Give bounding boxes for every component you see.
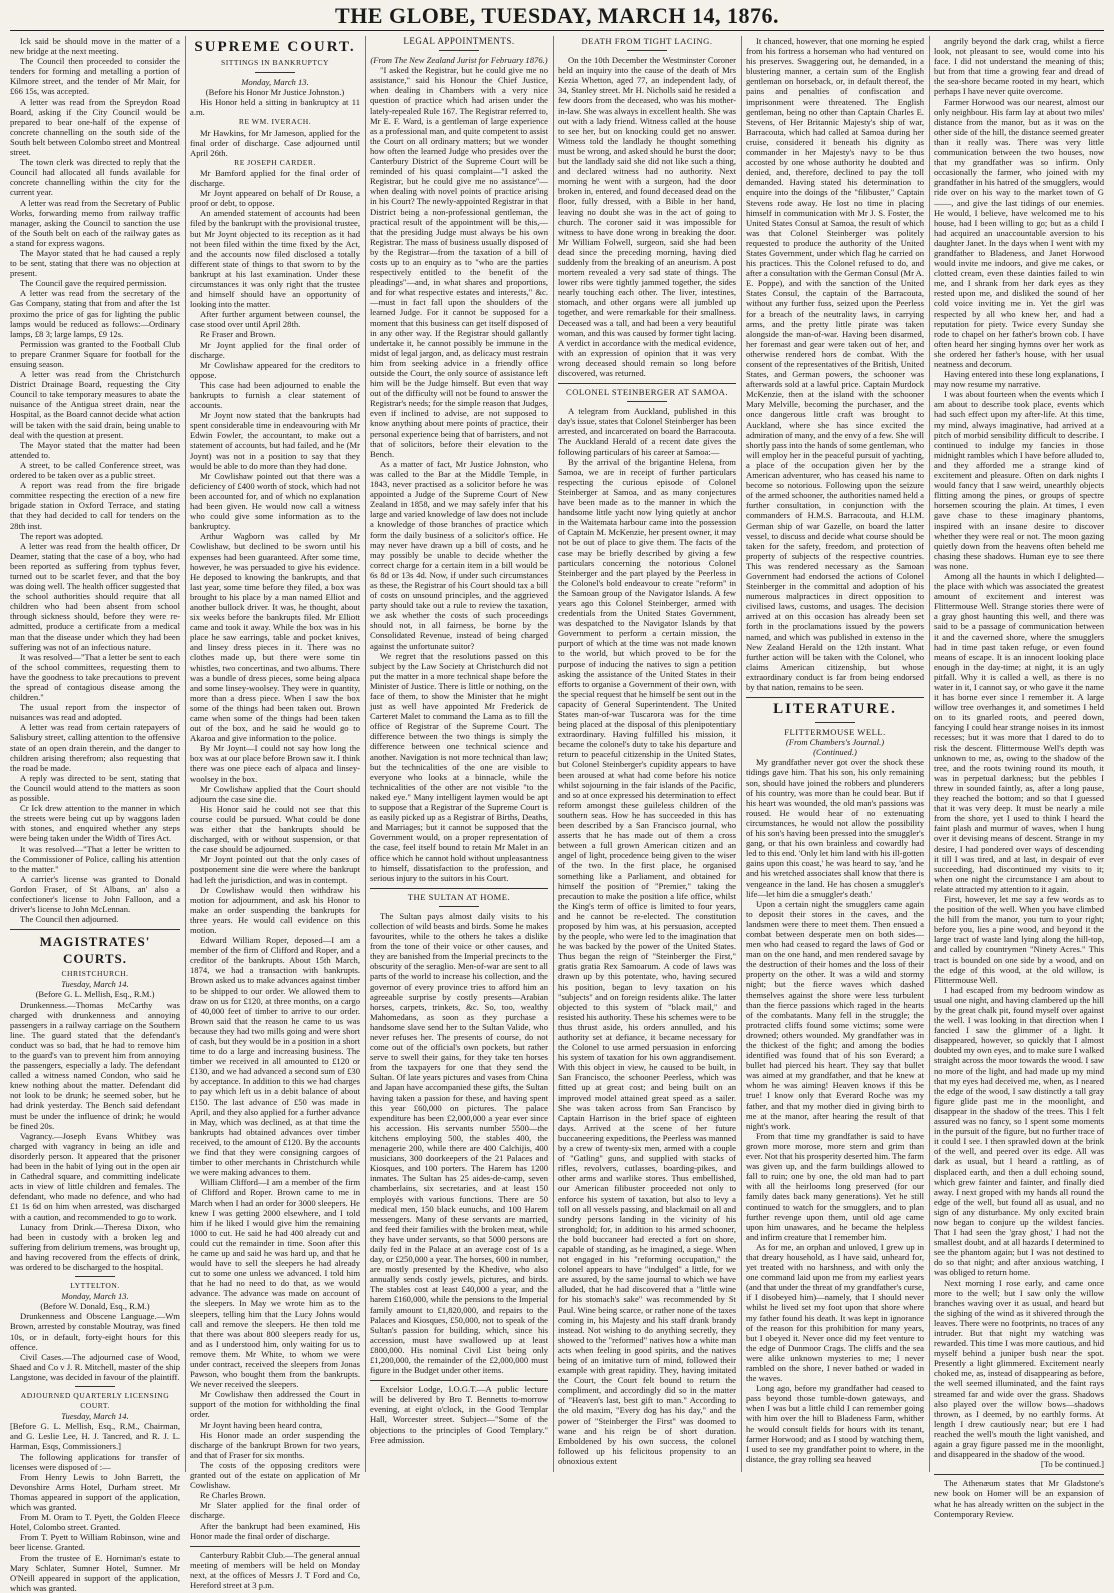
story-paragraph: Farmer Horwood was our nearest, almost our only neighbour. His farm lay at about two miles' distance from the manor, but as it was on the other side of the hill, the distance seemed greater than it really was. There was very little communication between the two houses, now that my grandfather was so infirm. Only occasionally the farmer, who joined with my grandfather in his hatred of the smugglers, would ride over on his way to the market town of G——, and give the last tidings of our enemies. He would, I believe, have welcomed me to his house, had I been willing to go; but as a child I had acquired an unaccountable aversion to his daughter Janet. In the days when I went with my grandfather to Bladeness, and Janet Horwood would invite me indoors, and give me cakes, or clotted cream, even these dainties failed to win me, and I shrank from her dark eyes as they rested upon me, and disliked the sound of her cold voice inviting me in. Yet the girl was respected by all who knew her, and had a reputation for piety. Twice every Sunday she rode to chapel on her father's brown cob. I have often heard her singing hymns over her work as she ordered her father's house, with her usual neatness and decorum.: [934, 96, 1104, 369]
council-paragraph: A letter was read from the Christchurch District Drainage Board, requesting the City Council to take temporary measures to abate the nuisance of the Antigua street drain, near the Hospital, as the Board cannot decide what action will be taken with the said drain, being unable to deal with the question at present.: [10, 369, 180, 440]
lyttelton-cases: [10, 1311, 180, 1382]
legal-appointments-text: [370, 65, 548, 883]
case-paragraph: Drunkenness.—Thomas McCarthy was charged with drunkenness and annoying passengers in a railway carriage on the Southern line. The guard stated that the defendant's conduct was so bad, that he had to remove him to the guard's van to prevent him from annoying the passengers, especially a lady. The defendant called a witness named Condon, who said he knew nothing about the matter. Defendant did not look to be drunk; he seemed sober, but he had drink yesterday. The Bench said defendant must be under the influence of drink; he would be fined 20s.: [10, 999, 180, 1131]
steinberger-heading: COLONEL STEINBERGER AT SAMOA.: [565, 387, 729, 398]
proceedings-paragraph: Mr Joynt having been heard contra,: [200, 1419, 323, 1430]
proceedings-paragraph: William Clifford—I am a member of the firm of Clifford and Roper. Brown came to me in March when I had an order for 3000 sleepers. He knew I was getting 2000 elsewhere, and I told him if he liked I would give him the remaining 1000 to cut. He said he had 400 already cut and could cut the remainder in time. Soon after this he came up and said he was hard up, and that he would have to sell the sleepers he had already cut to some one unless we advanced. I told him that he had no need to do that, as we would advance. The advance was made on account of the sleepers. In May we wrote him as to the sleepers, telling him that the Lucy Johns would call and remove the sleepers. He then told me that there was about 800 sleepers ready for us, and as I understood him, only waiting for us to remove them. Mr White, to whom we were under contract, received the sleepers from Jonas Pawson, who bought them from the bankrupts. We never received the sleepers.: [190, 1177, 360, 1390]
divider: [746, 697, 924, 698]
rabbit-club-notice: Canterbury Rabbit Club.—The general annual meeting of members will be held on Monday next, at the offices of Messrs J. T Ford and Co, Hereford street at 3 p.m.: [190, 1549, 360, 1590]
council-paragraph: A reply was directed to be sent, stating that the Council would attend to the matters as soon as possible.: [10, 772, 180, 804]
lyttelton-heading: LYTTELTON.: [70, 1281, 120, 1291]
story-paragraph: As for me, an orphan and unloved, I grew up in that dreary household, as I have said, unheard for, yet treated with no harshness, and with only the one command laid upon me from my earliest years (and that under the threat of my grandfather's curse, if I disobeyed him)—namely, that I should never whilst he lived set my foot upon that shore where my father found his death. It was kept in ignorance of the reason for this prohibition for many years, but I obeyed it. Never once did my feet venture to the edge of Dunmoor Crags. The cliffs and the sea were alike unknown mysteries to me; I never rambled on the shore, I never bathed or waded in the waves.: [746, 1241, 924, 1384]
to-be-continued: [To be continued.]: [1040, 1459, 1104, 1470]
council-paragraph: The usual report from the inspector of nuisances was read and adopted.: [10, 702, 180, 723]
story-paragraph: My grandfather never got over the shock these tidings gave him. That his son, his only remaining son, should have joined the robbers and plunderers of his country, was more than he could bear. But if his heart was wounded, the old man's passions was roused. He would hear of no extenuating circumstances, he would not allow the possibility of his son's having been pressed into the smuggler's gang, or that his own brainless and cowardly had led to this end. 'Only let him land with his ill-gotten gains upon this coast,' he was heard to say, 'and he and his wretched associates shall know that there is vengeance in the land. He has chosen a smuggler's life—let him die a smuggler's death.': [746, 757, 924, 899]
case-paragraph: Civil Cases.—The adjourned case of Wood, Shaed and Co v J. R. Mitchell, master of the ship Langstone, was decided in favour of the plaintiff.: [10, 1351, 180, 1382]
sultan-text: [370, 911, 548, 1375]
divider: [627, 50, 667, 51]
proceedings-paragraph: His Honor said he could not see that this course could be pursued. What could be done was either that the bankrupts should be discharged, with or without suspension, or that the case should be adjourned.: [190, 803, 360, 855]
column-divider: [185, 36, 186, 1472]
inquest-paragraph: On the 10th December the Westminster Coroner held an inquiry into the cause of the death of Mrs Kezia Whetton, aged 77, an independent lady, of 34, Stanley street. Mr H. Nicholls said he resided a few doors from the deceased, who was his mother-in-law. She was always in excellent health. She was out with a lady friend. Witness called at the house to see her, but on knocking could get no answer. Witness told the landlady he thought something must be wrong, and asked should he burst the door; but the landlady said she did not like such a thing, and declared witness had no authority. Next morning he went with a surgeon, had the door broken in, entered, and found deceased dead on the floor, fully dressed, with a Bible in her hand, leaving no doubt she was in the act of going to church. The coroner said it was impossible for witness to have done wrong in breaking the door. Mr William Folwell, surgeon, said she had been dead since the preceding morning, having died suddenly from the breaking of an aneurism. A post mortem revealed a very sad state of things. The lower ribs were tightly jammed together, the sides nearly touching each other. The liver, intestines, stomach, and other organs were all jumbled up together, and were remarkable for their smallness. Deceased was a tall, and had been a very beautiful woman, and this was caused by former tight lacing. A verdict in accordance with the medical evidence, with an expression of opinion that it was very wrong deceased should remain so long before discovered, was returned.: [558, 55, 736, 378]
divider: [75, 1276, 115, 1277]
christchurch-heading: CHRISTCHURCH.: [61, 969, 129, 979]
proceedings-paragraph: His Honor made an order suspending the discharge of the bankrupt Brown for two years, and that of Fraser for six months.: [190, 1429, 360, 1460]
steinberger-paragraph: By the arrival of the brigantine Helena, from Samoa, we are in receipt of further particulars respecting the curious episode of Colonel Steinberger at Samoa, and as many conjectures have been made as to the manner in which the handsome little yacht now lying quietly at anchor in the Waitemata harbour came into the possession of Captain M. McKenzie, her present owner, it may not be out of place to give them. The facts of the case may be briefly described by giving a few particulars concerning the notorious Colonel Steinberger and the part played by the Peerless in the Colonel's bold endeavour to create "reform" in the Samoan group of the Navigator Islands. A few years ago this Colonel Steinberger, armed with credentials from the United States Government, was despatched to the Navigator Islands by that Government to perform a certain mission, the purport of which at the time was not made known to the world, but which proved to be for the purpose of inducing the natives to sign a petition asking the assistance of the United States in their efforts to organise a Government of their own, with the special request that he himself be sent out in the capacity of General Superintendent. The United States man-of-war Tuscarora was for the time being placed at the disposal of this plenipotentiary extraordinary. Having fulfilled his mission, it became the colonel's duty to take his departure and return to peaceful citizenship in the United States, but Colonel Steinberger's cupidity appears to have been aroused at what had come before his notice whilst sojourning in the fair islands of the Pacific, and so at once expressed his determination to effect reform amongst these guileless children of the southern seas. How he has succeeded in this has been described by a San Francisco journal, who asserts that he has made out of them a cross between a full grown American citizen and an angel of light, procedence being given to the wiser of the two. In the first place, he organised something like a Parliament, and obtained for himself the position of "Premier," taking the precaution to make the position a life office, whilst the King's term of office is limited to four years, and he cannot be re-elected. The constitution proposed by him was, at his persuasion, accepted by the people, who were led to the imagination that he was backed by the power of the United States. Thus began the reign of "Steinberger the First," gratis gratia Rex Samoarum. A code of laws was drawn up by this potentate, who, having secured his position, began to levy taxation on his "subjects" and on foreign residents alike. The latter objected to this system of "black mail," and resisted his authority. These his schemes were to be thus thrust aside, his orders annulled, and his authority set at defiance, it became necessary for the Colonel to use armed persuasion in enforcing his system of taxation for his own aggrandisement. With this object in view, he caused to be built, in San Francisco, the schooner Peerless, which was fitted up at great cost; and being built on an improved model attained great speed as a sailer. She was taken across from San Francisco by Captain Harrison in the brief space of eighteen days. Arrived at the scene of her future buccaneering expeditions, the Peerless was manned by a crew of twenty-six men, armed with a couple of "Gatling" guns, and supplied with stacks of rifles, revolvers, cutlasses, boarding-pikes, and other arms and warlike stores. Thus embellished, our American filibuster proceeded not only to enforce his system of taxation, but also to levy a toll on all vessels passing, and blackmail on all and sundry persons landing in the vicinity of his stronghold; for, in addition to his armed schooner, the bold buccaneer had erected a fort on shore, capable of standing, as he imagined, a siege. When not engaged in his "reforming occupation," the colonel appears to have "indulged" a little, for we are assured, by the same journal to which we have alluded, that he had discovered that a "little wine for his stomach's sake" was recommended by St Paul. Wine being scarce, or rather none of the taxes coming in, his Majesty and his staff drank brandy instead. Not wishing to do anything secretly, they showed to the "reformed" natives how a white man acts when feeling in good spirits, and the natives being of an imitative turn of mind, followed their example with great rapidity. They, having imitated the Court, the Court felt bound to return the compliment, and accordingly did so in the matter of "Heaven's last, best gift to man." According to the old maxim, "Every dog has his day," and the power of "Steinberger the First" was doomed to wane and his reign be of short duration. Emboldened by his own success, the colonel followed up his felicitous propensity to an obnoxious extent: [558, 456, 736, 1466]
column-6: [934, 36, 1104, 1519]
column-divider: [741, 36, 742, 1472]
council-paragraph: The Council then proceeded to consider the tenders for forming and metalling a portion of Kilmore street, and the tender of Mr Mair, for £66 15s, was accepted.: [10, 56, 180, 97]
story-paragraph: First, however, let me say a few words as to the position of the well. When you have climbed the hill from the manor, you turn to your right; before you, lies a pine wood, and beyond it the large tract of waste land lying along the hill-top, and called by countrymen "Ninety Acres." This tract is bounded on one side by a wood, and on the edge of this wood, at the old willow, is Flittermouse Well.: [934, 893, 1104, 985]
christchurch-cases: [10, 1000, 180, 1273]
divider: [10, 929, 180, 930]
divider: [190, 1546, 360, 1547]
story-source: (From Chambers's Journal.): [785, 737, 885, 748]
council-paragraph: A letter was read from the health officer, Dr Deamer, stating that the case of a boy, who had been reported as suffering from typhus fever, turned out to be scarlet fever, and that the boy was doing well. The health officer suggested that the school authorities should require that all children who had been absent from school through sickness should, before they were re-admitted, produce a certificate from a medical man that the disease under which they had been suffering was not of an infectious nature.: [10, 540, 180, 652]
council-paragraph: The town clerk was directed to reply that the Council had allocated all funds available for concrete channelling within the city for the current year.: [10, 157, 180, 198]
court-date: Monday, March 13.: [241, 77, 309, 88]
case-paragraph: Vagrancy.—Joseph Evans Whitbey was charged with vagrancy in being an idle and disorderly person. It appeared that the prisoner had been in the habit of lying out in the open air in Cathedral square, and committing indelicate acts in view of little children and females. The defendant, who made no defence, and who had £1 1s 6d on him when arrested, was discharged with a caution, and recommended to go to work.: [10, 1130, 180, 1222]
tight-lacing-heading: DEATH FROM TIGHT LACING.: [581, 36, 713, 46]
case-heading: RE WM. IVERACH.: [238, 117, 312, 127]
council-paragraph: Ick said be should move in the matter of a new bridge at the next meeting.: [10, 36, 180, 57]
newspaper-title: THE GLOBE, TUESDAY, MARCH 14, 1876.: [335, 3, 779, 28]
council-paragraph: The Mayor stated that the matter had been attended to.: [10, 439, 180, 460]
council-paragraph: A report was read from the fire brigade committee respecting the erection of a new fire brigade station in Oxford Terrace, and stating that they had decided to call for tenders on the 28th inst.: [10, 480, 180, 531]
proceedings-paragraph: Mr Slater applied for the final order of discharge.: [190, 1500, 360, 1521]
column-5: [746, 36, 924, 1472]
proceedings-paragraph: Mr Cowlishaw appeared for the creditors to oppose.: [190, 359, 360, 380]
story-paragraph: I was about fourteen when the events which I am about to describe took place, events which had such effect upon my after-life. At this time, my mind, always imaginative, had arrived at a pitch of morbid sensibility difficult to describe. I continued to indulge my fancies in those midnight rambles which I have before alluded to, and they afforded me a strange kind of excitement and pleasure. Often on dark nights I would fancy that I saw weird, unearthly objects flitting among the pines, or groups of spectre horsemen scouring the plain. At times, I even gave chase to these imaginary phantoms, inspired with an insane desire to discover whether they were real or not. The moon gazing quietly down from the heavens often beheld me chasing these shadows. Human eye to see there was none.: [934, 389, 1104, 571]
council-paragraph: A letter was read from certain ratepayers of Salisbury street, calling attention to the offensive state of an open drain therein, and the danger to children arising therefrom; also requesting that the road be made.: [10, 722, 180, 773]
case-paragraph: Lunacy from Drink.—Theresa Dixon, who had been in custody with a broken leg and suffering from delirium tremens, was brought up, and having recovered from the effects of drink, was ordered to be discharged to the hospital.: [10, 1221, 180, 1272]
council-paragraph: The Council gave the required permission.: [20, 278, 167, 289]
literature-heading: LITERATURE.: [773, 701, 897, 718]
divider: [934, 1474, 1104, 1475]
proceedings-paragraph: Mr Cowlishaw then addressed the Court in support of the motion for withholding the final order.: [190, 1389, 360, 1420]
christchurch-date: Tuesday, March 14.: [61, 979, 129, 990]
license-paragraph: From Henry Lewis to John Barrett, the Devonshire Arms Hotel, Durham street. Mr Thomas appeared in support of the application, which was granted.: [10, 1471, 180, 1513]
steinberger-paragraph: It chanced, however, that one morning he espied from his fortress a horseman who had ventured on his preserves. Swaggering out, he demanded, in a blustering manner, a certain sum of the English gentleman on horseback, or, in default thereof, the pains and penalties of confiscation and imprisonment were threatened. The English gentleman, being no other than Captain Charles E. Stevens, of Her Britannic Majesty's ship of war, Barracouta, which had called at Samoa during her cruise, considered it beneath his dignity as commander in her Majesty's navy to be thus accosted by one whose authority he doubted and denied, and, therefore, declined to pay the toll demanded. Having stated his determination to enquire into the doings of the "filibuster," Captain Stevens rode away. He lost no time in placing himself in communication with Mr J. S. Foster, the United States Consul at Samoa, the result of which was that Colonel Steinberger was politely requested to produce the authority of the United States Government, under which flag he carried on his practices. This the Colonel refused to do, and after a consultation with the German Consul (Mr A. E. Poppe), and with the sanction of the United States Consul, the captain of the Barracouta, without any further fuss, seized upon the Peerless for a breach of the neutrality laws, in carrying arms, and the pretty little pirate was taken alongside the man-of-war. Having been disarmed, her foremast and gear were taken out of her, and otherwise rendered hors de combat. With the consent of the representatives of the British, United States, and German powers, the schooner was afterwards sold at a lawful price. Captain Murdock McKenzie, then at the island with the schooner Mary Melville, becoming the purchaser, and the once dangerous little craft was brought to Auckland, where she has since excited the admiration of many, and the envy of a few. She will shortly pass into the hands of some gentleman, who will employ her in the peaceful pursuit of yachting, a place of the occupation given her by the American adventurer, who has ceased his name to become so notorious. Following upon the seizure of the armed schooner, the authorities named held a further consultation, in conjunction with the commanders of H.M.S. Barracouta, and H.I.M. German ship of war Gazelle, on board the latter vessel, to discuss and decide what course should be taken for the safety, freedom, and protection of property of subjects of the respective countries. This was rendered necessary as the Samoan Government had endorsed the actions of Colonel Steinberger in the committal and adoption of his numerous malpractices in direct opposition to civilised laws, customs, and usages. The decision arrived at on this occasion has already been set forth in the proclamations issued by the powers named, and which was published in extenso in the New Zealand Herald on the 12th instant. What further action will be taken with the Colonel, who claims American citizenship, but whose extraordinary conduct is far from being endorsed by that nation, remains to be seen.: [746, 36, 924, 692]
story-paragraph: Long ago, before my grandfather had ceased to pass beyond those tumble-down gateways, and when I was but a little child I can remember going with him over the hill to Bladeness Farm, whither he would consult fields for hours with its tenant, farmer Horwood; and as I stood by watching them, I used to see my grandfather point to where, in the distance, the gray rolling sea heaved: [746, 1383, 924, 1464]
tight-lacing-text: [558, 55, 736, 378]
license-paragraph: From T. Pyett to William Robinson, wine and beer license. Granted.: [10, 1532, 180, 1553]
story-paragraph: angrily beyond the dark crag, whilst a fierce look, not pleasant to see, would come into his face. I did not understand the meaning of this; but from that time a growing fear and dread of the sea-shore became rooted in my heart, which perhaps I have never quite overcome.: [934, 36, 1104, 97]
council-paragraph: The Council then adjourned.: [20, 914, 119, 925]
licensing-heading: ADJOURNED QUARTERLY LICENSING COURT.: [20, 1391, 170, 1411]
story-paragraph: Having entered into these long explanations, I may now resume my narrative.: [934, 369, 1104, 390]
council-paragraph: The report was adopted.: [20, 530, 104, 541]
council-paragraph: A letter was read from the Spreydon Road Board, asking if the City Council would be prepared to bear one-half of the expense of concrete channelling on the south side of the South belt between Colombo street and Montreal street.: [10, 96, 180, 158]
athenaeum-note: The Athenæum states that Mr Gladstone's new book on Homer will be an expansion of what he has already written on the subject in the Contemporary Review.: [934, 1478, 1104, 1519]
legal-paragraph: We regret that the resolutions passed on this subject by the Law Society at Christchurch did not put the matter in a more technical shape before the Minister of Justice. There is little or nothing, on the face of them, to show the Minister that he might just as well have appointed Mr Frederick de Carteret Malet to command the Lama as to fill the office of Registrar of the Supreme Court. The difference between the two things is simply the difference between one technical science and another. Navigation is not more technical than law; but the technicalities of the one are visible to everyone who looks at a binnacle, while the technicalities of the other are not visible "to the naked eye." Many intelligent laymen would be apt to suppose that a Registrar of the Supreme Court is as easily picked up as a Registrar of Births, Deaths, and Marriages; but it cannot be supposed that the Government would, on a proper representation of the case, feel itself bound to retain Mr Malet in an office which he cannot hold without unpleasantness to himself, dissatisfaction to the profession, and serious injury to the suitors in his Court.: [370, 650, 548, 883]
proceedings-paragraph: This case had been adjourned to enable the bankrupts to furnish a clear statement of accounts.: [190, 379, 360, 411]
steinberger-paragraph: A telegram from Auckland, published in this day's issue, states that Colonel Steinberger has been arrested, and incarcerated on board the Barracouta. The Auckland Herald of a recent date gives the following particulars of his career at Samoa:—: [558, 406, 737, 457]
column-4: [558, 36, 736, 1472]
court-intro: His Honor held a sitting in bankruptcy at 11 a.m.: [190, 97, 360, 118]
licensing-cases: [10, 1452, 180, 1593]
supreme-court-heading: SUPREME COURT.: [194, 39, 356, 55]
sultan-paragraph: The Sultan pays almost daily visits to his collection of wild beasts and birds. Some he makes favourites, while to the others he takes a dislike from the tone of their voice or other causes, and they are banished from the Imperial precincts to the obscurity of the seraglio. Men-of-war are sent to all parts of the world to increase his collection, and the governor of every province tries to afford him an agreeable surprise by costly presents—Arabian horses, carpets, trinkets, &c. So, too, wealthy Mahomedans, as soon as they purchase a handsome slave send her to the Sultan Valide, who never refuses her. The presents of course, do not come out of the official's own pockets, but rather serve to swell their gains, for they take ten horses from the taxpayers for one that they send the Sultan. Of late years pictures and vases from China and Japan have accompanied these gifts, the Sultan having taken a passion for these, and having spent this year £60,000 on pictures. The palace expenditure has been £2,000,000 a year ever since his accession. His servants number 5500—the kitchens employing 500, the stables 400, the menagerie 200, while there are 400 Calchijis, 400 musicians, 300 doorkeepers of the 21 Palaces and Kiosques, and 100 porters. The Harem has 1200 inmates. The Sultan has 25 aides-de-camp, seven chamberlains, six secretaries, and at least 150 employés with various functions. There are 50 medical men, 150 black eunuchs, and 100 Harem messengers. Many of these servants are married, and feed their families with the broken meat, while they have under servants, so that 5000 persons are daily fed in the Palace at an average cost of 1s a day, or £250,000 a year. The horses, 600 in number, are mostly presented by the Khedive, who also annually sends costly jewels, pictures, and birds. The stables cost at least £40,000 a year, and the harem £160,000, while the pensions to the Imperial family amount to £1,820,000, and repairs to the Palaces and Kiosques, £50,000, not to speak of the Sultan's passion for building, which, since his accession, must have swallowed up at least £800,000. His nominal Civil List being only £1,200,000, the remainder of the £2,000,000 must figure in the Budget under other items.: [370, 910, 548, 1376]
proceedings-paragraph: Mr Cowlishaw applied that the Court should adjourn the case sine die.: [190, 783, 360, 804]
licensing-bench: [Before G. L. Mellish, Esq., R.M., Chairman, and G. Leslie Lee, H. J. Tancred, and R. J. L. Harman, Esqs, Commissioners.]: [10, 1421, 180, 1452]
legal-paragraph: As a matter of fact, Mr Justice Johnston, who was called to the Bar at the Middle Temple, in 1843, never practised as a solicitor before he was appointed a Judge of the Supreme Court of New Zealand in 1858, and we may safely infer that his large and varied knowledge of law does not include a knowledge of those branches of practice which form the daily business of a solicitor's office. He may never have drawn up a bill of costs, and he may possibly be unable to decide whether the correct charge for a certain item in a bill would be 6s 8d or 13s 4d. Now, if under such circumstances as these, the Registrar of his Court should tax a bill of costs on unsound principles, and the aggrieved party should take out a rule to review the taxation, we ask whether the costs of such proceedings should not, in all fairness, be borne by the Consolidated Revenue, instead of being charged against the unfortunate suitor?: [370, 458, 548, 651]
council-paragraph: The Mayor stated that he had caused a reply to be sent, stating that there was no objection at present.: [10, 247, 180, 279]
proceedings-paragraph: Mr Joynt now stated that the bankrupts had spent considerable time in endeavouring with Mr Edwin Fowler, the accountant, to make out a statement of accounts, but had failed, and he (Mr Joynt) was not in a position to say that they would be able to do more than they had done.: [190, 410, 360, 471]
court-proceedings: [190, 168, 360, 1541]
council-report: [10, 36, 180, 924]
divider: [370, 888, 548, 889]
steinberger-continued: [746, 36, 924, 692]
masthead-rule: [10, 30, 1104, 31]
proceedings-paragraph: Mr Bamford applied for the final order of discharge.: [190, 167, 360, 189]
proceedings-paragraph: Mr Joynt applied for the final order of discharge.: [190, 339, 360, 360]
license-paragraph: From the trustee of E. Horniman's estate to Mary Schlater, Sumner Hotel, Sumner. Mr O'Neill appeared in support of the application, which was granted.: [10, 1552, 180, 1593]
christchurch-bench: (Before G. L. Mellish, Esq., R.M.): [35, 989, 155, 1000]
divider: [255, 72, 295, 73]
proceedings-paragraph: Mr Cowlishaw pointed out that there was a deficiency of £400 worth of stock, which had not been accounted for, and of which no explanation had been given. He would now call a witness who could give some information as to the bankruptcy.: [190, 470, 360, 532]
bankruptcy-subheading: SITTINGS IN BANKRUPTCY: [220, 58, 330, 67]
story-paragraph: I had escaped from my bedroom window as usual one night, and having clambered up the hill by the great chalk pit, found myself over against the well. I was looking in that direction when I fancied I saw the glimmer of a light. It disappeared, however, so quickly that I almost doubted my own eyes, and to make sure I walked straight across the moor towards the wood. I saw no more of the light, and had made up my mind that my eyes had deceived me, when, as I neared the edge of the wood, I saw distinctly a tall gray figure glide past me in the moonlight, and disappear in the shadow of the trees. This I felt assured was no fancy, so I spent some moments in the pursuit of the figure, but no further trace of it could I see. I then sprawled down at the brink of the well, and peered over its edge. All was dark as usual, but I heard a rattling, as of displaced earth, and then a dull echoing sound, which grew fainter and fainter, and finally died away. I next groped with my hands all round the edge of the well, but found all as usual, and no sign of any disturbance. My only excited brain now began to conjure up the wildest fancies. That I had seen the 'gray ghost,' I had not the smallest doubt, and at all hazards I determined to see the phantom again; but I was not destined to do so that night; and after anxious watching, I was obliged to return home.: [934, 984, 1104, 1278]
proceedings-paragraph: The costs of the opposing creditors were granted out of the estate on application of Mr Cowlishaw.: [190, 1459, 360, 1491]
case-text: Mr Hawkins, for Mr Jameson, applied for the final order of discharge. Case adjourned until April 26th.: [190, 127, 360, 158]
council-paragraph: It was resolved—"That a letter be written to the Commissioner of Police, calling his attention to the matter.": [10, 843, 180, 874]
column-1: [10, 36, 180, 1593]
story-title: FLITTERMOUSE WELL.: [784, 727, 886, 738]
divider: [439, 50, 479, 51]
case-heading: RE JOSEPH CARDER.: [234, 157, 316, 167]
proceedings-paragraph: Re Charles Brown.: [200, 1490, 266, 1501]
council-paragraph: It was resolved—"That a letter be sent to each of the school committees, requesting them to have the goodness to take precautions to prevent the spread of contagious disease among the children.": [10, 651, 180, 703]
case-paragraph: Drunkenness and Obscene Language.—Wm Brown, arrested by constable Moutray, was fined 10s, or in default, forty-eight hours for this offence.: [10, 1311, 180, 1352]
story-text-continued: [934, 36, 1104, 1459]
legal-appointments-heading: LEGAL APPOINTMENTS.: [403, 36, 515, 46]
proceedings-paragraph: Re Fraser and Brown.: [200, 329, 276, 340]
story-text: [746, 757, 924, 1464]
proceedings-paragraph: Arthur Wagborn was called by Mr Cowlishaw, but declined to be sworn until his expenses had been guaranteed. After some time, however, he was persuaded to give his evidence. He deposed to knowing the bankrupts, and that last year, some time before they filed, a box was brought to his place by a man named Elliot and another bullock driver. It was, he thought, about six weeks before the bankrupts filed. Mr Elliott came and took it away. While the box was in his place he saw earrings, table and pocket knives, and linsey dress pieces in it. There was no clothes made up, but there were some tin whistles, two concertinas, and two albums. There was a bundle of dress pieces, some being alpaca and some linsey-woolsey. They were in quantity, more than a dress piece. When I saw the box some of the things had been taken out. Brown came when some of the things had been taken out of the box, and he said he would go to Akaroa and give information to the police.: [190, 531, 360, 744]
court-bench: (Before his Honor Mr Justice Johnston.): [205, 87, 345, 98]
divider: [75, 1386, 115, 1387]
story-paragraph: From that time my grandfather is said to have grown more morose, more stern and grim than ever. Not that his prosperity deserted him. The farm was given up, and the farm buildings allowed to fall to ruin; one by one, the old man had to part with all the heirlooms long preserved (for our family dates back many generations). Yet he still continued to watch for the smugglers, and to plan further revenge upon them, until old age came upon him unawares, and he became the helpless and infirm creature that I remember him.: [746, 1130, 924, 1242]
divider: [558, 383, 736, 384]
license-paragraph: The following applications for transfer of licenses were disposed of :—: [10, 1451, 180, 1472]
column-3: [370, 36, 548, 1472]
lodge-notice: Excelsior Lodge, I.O.G.T.—A public lecture will be delivered by Bro T. Bennetts to-morrow evening, at eight o'clock, in the Good Templar Hall, Worcester street. Subject—"Some of the objections to the principles of Good Templary." Free admission.: [370, 1384, 548, 1445]
council-paragraph: A letter was read from the Secretary of Public Works, forwarding memo from railway traffic manager, asking the Council to sanction the use of the South belt on each of the railway gates as a stand for express wagons.: [10, 197, 180, 248]
license-paragraph: From M. Oram to T. Pyett, the Golden Fleece Hotel, Colombo street. Granted.: [10, 1512, 180, 1533]
proceedings-paragraph: An amended statement of accounts had been filed by the bankrupt with the provisional trustee, but Mr Joynt objected to its reception as it had not been filed within the time fixed by the Act, and the accounts now filed disclosed a totally different state of things to that sworn to by the bankrupt at his last examination. Under these circumstances it was only right that the trustee and himself should have an opportunity of looking into the matter.: [190, 208, 360, 310]
column-divider: [929, 36, 930, 1472]
proceedings-paragraph: After further argument between counsel, the case stood over until April 28th.: [190, 309, 360, 330]
proceedings-paragraph: After the bankrupt had been examined, His Honor made the final order of discharge.: [190, 1520, 360, 1541]
lyttelton-bench: (Before W. Donald, Esq., R.M.): [40, 1301, 150, 1312]
divider: [439, 906, 479, 907]
story-continued: (Continued.): [813, 747, 857, 758]
proceedings-paragraph: Edward William Roper, deposed—I am a member of the firm of Clifford and Roper, and a creditor of the bankrupts. About 15th March, 1874, we had a transaction with bankrupts. Brown asked us to make advances against timber to be shipped to our order. We allowed them to draw on us for £120, at three months, on a cargo of 40,000 feet of timber to arrive to our order. Brown said that the reason he came to us was because they had two mills going and were short of cash, but they would be in a position in a short time to do a large and increasing business. The timber we received in all amounted to £120 or £130, and we had advanced a second sum of £30 by acceptance. In addition to this we had charges to pay which left us in a debit balance of about £150. The last advance of £50 was made in April, and they also applied for a further advance in May, which was declined, as at that time the bankrupts had obtained advances over timber received, to the amount of £120. By the accounts we find that they were consigning cargoes of timber to other merchants in Christchurch while we were making advances to them.: [190, 935, 360, 1178]
legal-source: (From The New Zealand Jurist for February 1876.): [370, 55, 548, 66]
divider: [627, 401, 667, 402]
sultan-heading: THE SULTAN AT HOME.: [407, 891, 511, 902]
story-paragraph: Among all the haunts in which I delighted—the place with which was associated the greatest amount of excitement and interest was Flittermouse Well. Strange stories there were of a gray ghost haunting this well, and there was said to be a passage of communication between it and the caverned shore, where the smugglers had in time past taken refuge, or even found means of escape. It is an innocent looking place enough in the day-time; at night, it is an ugly pitfall. Why it is called a well, as there is no water in it, I cannot say, or who gave it the name it has borne ever since I remember it. A large willow tree overhanges it, and sometimes I held on to its gnarled roots, and peered down, fancying I could hear strange noises in its inmost recesses; but it was more that I dared to do to risk the descent. Flittermouse Well's depth was unknown to me, as, owing to the shadow of the tree, and the roots twining round its mouth, it was in perpetual darkness; but the pebbles I threw in sounded faintly, as, after a long pause, they reached the bottom; and so that I guessed that it was very deep. It must be nearly a mile from the shore, yet I used to think I heard the faint plash and murmur of waves, when I hung over it devising means of descent. Strange in my desire, I had pondered over ways of descending it till I was tired, and at last, in despair of ever succeeding, had discontinued my visits to it; when one night the circumstance I am about to relate attracted my attention to it again.: [934, 570, 1104, 894]
magistrates-heading: MAGISTRATES' COURTS.: [39, 934, 151, 967]
council-paragraph: A carrier's license was granted to Donald Gordon Fraser, of St Albans, an' also a confectioner's license to John Falloon, and a driver's license to John McLennan.: [10, 873, 180, 915]
licensing-date: Tuesday, March 14.: [61, 1411, 129, 1422]
story-paragraph: Next morning I rose early, and came once more to the well; but I saw only the willow branches waving over it as usual, and heard but the sighing of the wind as it shivered through the leaves. There were no footprints, no traces of any intruder. But that night my watching was rewarded. This time I was more cautious, and hid myself behind a juniper bush near the spot. Presently a light glimmered. Excitement nearly choked me, as, instead of disappearing as before, the well seemed illuminated, and the faint rays streamed far and wide over the grass. Shadows also played over the willow bows—shadows thrown, as I deemed, by no earthly forms. At length I drew cautiously near; but ere I had reached the well's mouth the light vanished, and again a gray figure passed me in the moonlight, and disappeared in the shadow of the wood.: [934, 1277, 1104, 1460]
council-paragraph: A letter was read from the secretary of the Gas Company, stating that from and after the 1st proximo the price of gas for lighting the public lamps would be reduced as follows:—Ordinary lamps, £8 3; large lamps, £9 12s.: [10, 288, 180, 339]
lyttelton-date: Monday, March 13.: [61, 1291, 129, 1302]
column-2: [190, 36, 360, 1590]
council-paragraph: Cr Ick drew attention to the manner in which the streets were being cut up by waggons laden with stones, and enquired whether any steps were being taken under the Width of Tires Act.: [10, 803, 180, 844]
proceedings-paragraph: Dr Cowlishaw would then withdraw his motion for adjournment, and ask his Honor to make an order suspending the bankrupts for three years. He would call evidence on this motion.: [190, 884, 360, 935]
story-paragraph: Upon a certain night the smugglers came again to deposit their stores in the caves, and the landsmen were there to meet them. Then ensued a combat between desperate men on both sides—men who had ceased to regard the laws of God or man on the one hand, and men rendered savage by the destruction of their homes and the loss of their property on the other. It was a wild and stormy night; but the fierce waves which dashed themselves against the shore were less turbulent than the fierce passions which raged in the hearts of the combatants. Many fell in the struggle; the protracted cliffs found some victims; some were drowned; others wounded. My grandfather was in the thickest of the fight; and among the bodies identified was found that of his son Everard; a bullet had pierced his heart. They say that bullet was aimed at my grandfather, and that he knew at whom he was aiming! Heaven knows if this be true! I know only that Everard Roche was my father, and that my mother died in giving birth to me at the manor, after hearing the result of that night's work.: [746, 898, 924, 1131]
steinberger-text: [558, 406, 736, 1466]
divider: [815, 722, 855, 723]
proceedings-paragraph: Mr Joynt pointed out that the only cases of postponement sine die were where the bankrupt had left the jurisdiction, and was in contempt.: [190, 854, 360, 885]
council-paragraph: Permission was granted to the Football Club to prepare Cranmer Square for football for the ensuing season.: [10, 338, 180, 369]
council-paragraph: A street, to be called Conference street, was ordered to be taken over as a public street.: [10, 459, 180, 481]
column-divider: [365, 36, 366, 1472]
column-divider: [553, 36, 554, 1472]
masthead: [0, 0, 1114, 28]
divider: [370, 1380, 548, 1381]
proceedings-paragraph: By Mr Joynt—I could not say how long the box was at our place before Brown saw it. I think there was one piece each of alpaca and linsey-woolsey in the box.: [190, 743, 360, 784]
legal-paragraph: "I asked the Registrar, but he could give me no assistance," said his Honour the Chief Justice, when dealing in Chambers with a very nice question of practice which had arisen under the lately-repealed Rule 167. The Registrar referred to, Mr E. F. Ward, is a gentleman of large experience as a professional man, and quite competent to assist the Court on all ordinary matters; but we wonder how often the learned Judge who presides over the Canterbury District of the Supreme Court will be reminded of his quasi complaint—"I asked the Registrar, but he could give me no assistance"—when dealing with novel points of practice arising in his Court? The newly-appointed Registrar in that District being a non-professional gentleman, the practical result of the appointment will be this,—that the presiding Judge must always be his own Registrar. The mass of business usually disposed of by the Registrar—from the taxation of a bill of costs up to an enquiry as to "who are the parties respectively entitled to the benefit of the pleadings"—and, in what shares and proportions, and for what respective estates and interests," &c.—must in fact fall upon the shoulders of the learned Judge. For it cannot be supposed for a moment that this business can get itself disposed of in any other way. If the Registrar should gallantly undertake it, he cannot possibly be immune in the midst of legal jargon, and, as delicacy must restrain him from seeking advice in a friendly office outside the Court, the only source of assistance left him will be the Judge himself. But even that way out of the difficulty will not be found to answer the Registrar's needs; for the simple reason that Judges, even if inclined to advise, are not supposed to know anything about mere points of practice, their personal experience being that of barristers, and not that of solicitors, before their elevation to the Bench.: [370, 65, 549, 459]
proceedings-paragraph: Mr Joynt appeared on behalf of Dr Rouse, a proof or debt, to oppose.: [190, 188, 360, 209]
